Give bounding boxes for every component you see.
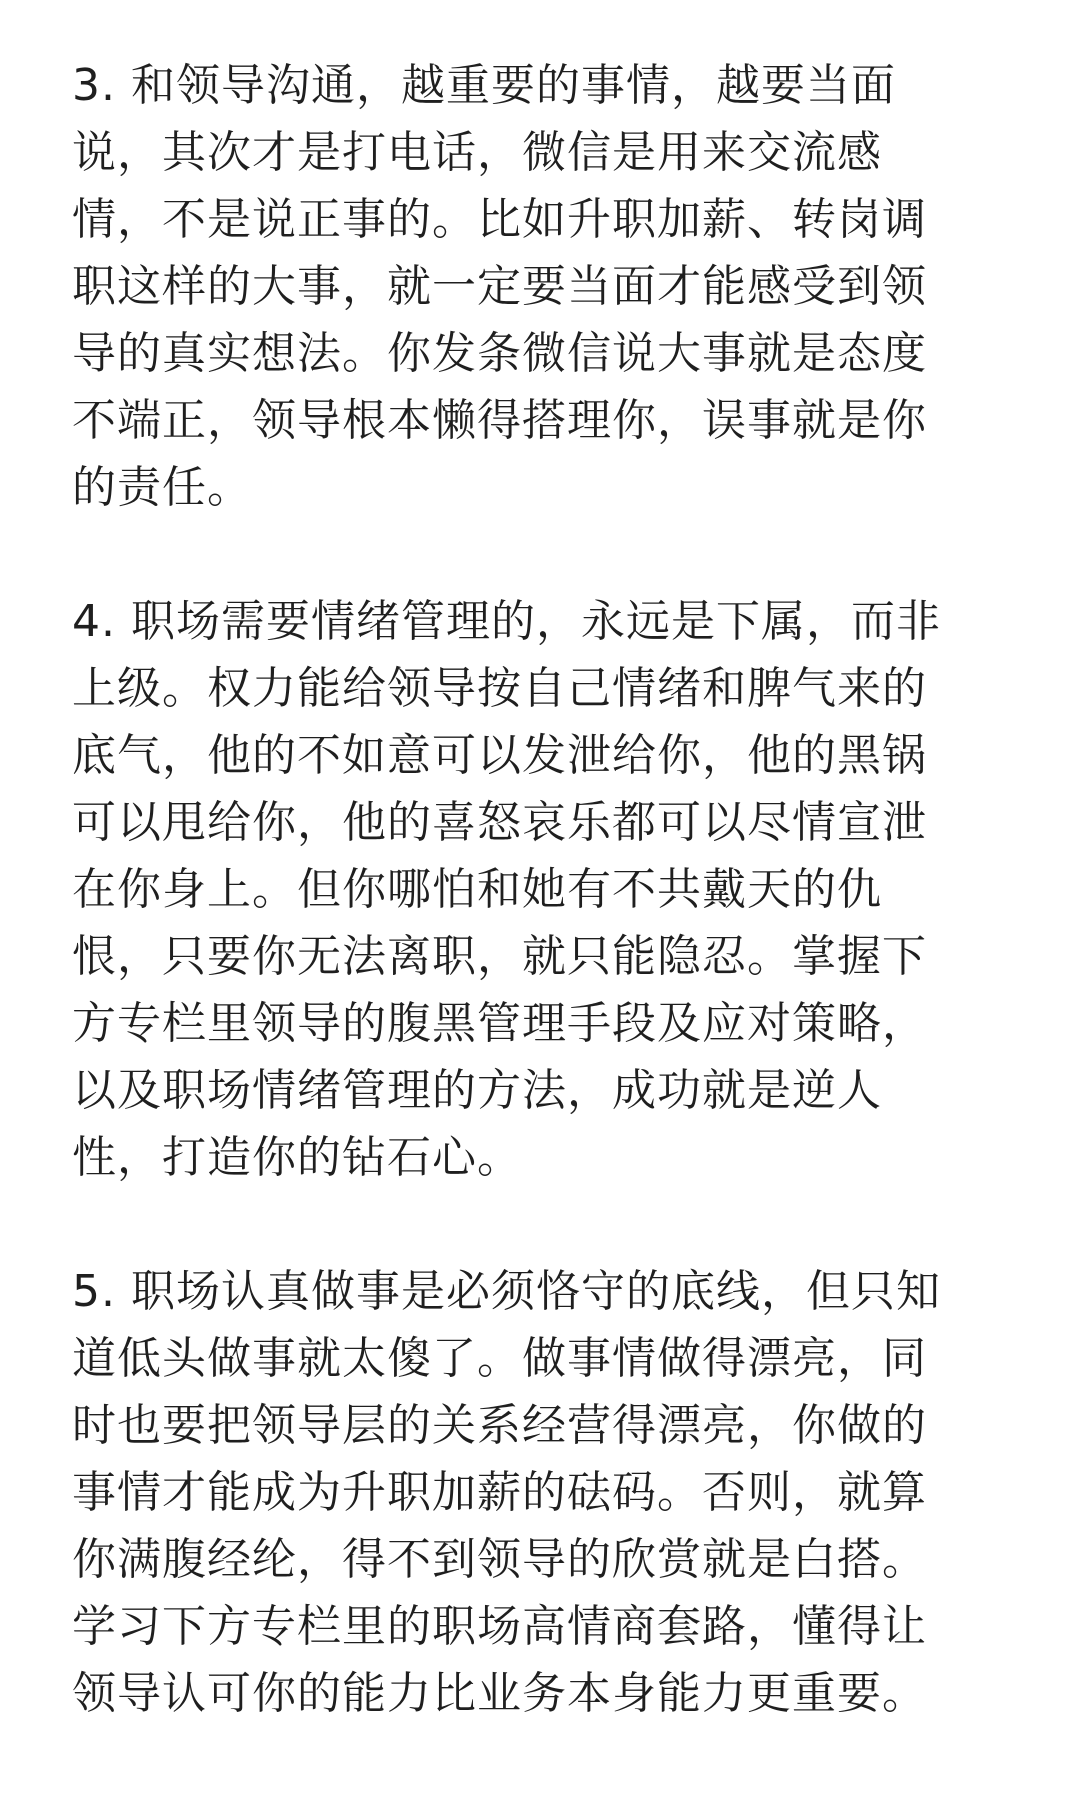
article-body (72, 52, 992, 1727)
text-line: 5. 职场认真做事是必须恪守的底线，但只知 (72, 1266, 941, 1317)
text-line: 性，打造你的钻石心。 (72, 1132, 522, 1183)
text-line: 可以甩给你，他的喜怒哀乐都可以尽情宣泄 (72, 797, 927, 848)
text-line: 道低头做事就太傻了。做事情做得漂亮，同 (72, 1333, 927, 1384)
text-line: 领导认可你的能力比业务本身能力更重要。 (72, 1668, 927, 1719)
paragraph-spacer (72, 521, 992, 588)
text-line: 恨，只要你无法离职，就只能隐忍。掌握下 (72, 931, 927, 982)
text-line: 情，不是说正事的。比如升职加薪、转岗调 (72, 194, 927, 245)
text-line: 说，其次才是打电话，微信是用来交流感 (72, 127, 882, 178)
text-line: 4. 职场需要情绪管理的，永远是下属，而非 (72, 596, 941, 647)
paragraph-3 (72, 52, 992, 521)
text-line: 上级。权力能给领导按自己情绪和脾气来的 (72, 663, 927, 714)
paragraph-5 (72, 1258, 992, 1727)
text-line: 以及职场情绪管理的方法，成功就是逆人 (72, 1065, 882, 1116)
text-line: 你满腹经纶，得不到领导的欣赏就是白搭。 (72, 1534, 927, 1585)
text-line: 学习下方专栏里的职场高情商套路，懂得让 (72, 1601, 927, 1652)
text-line: 底气，他的不如意可以发泄给你，他的黑锅 (72, 730, 927, 781)
text-line: 方专栏里领导的腹黑管理手段及应对策略， (72, 998, 927, 1049)
text-line: 不端正，领导根本懒得搭理你，误事就是你 (72, 395, 927, 446)
text-line: 3. 和领导沟通，越重要的事情，越要当面 (72, 60, 896, 111)
text-line: 导的真实想法。你发条微信说大事就是态度 (72, 328, 927, 379)
text-line: 事情才能成为升职加薪的砝码。否则，就算 (72, 1467, 927, 1518)
text-line: 在你身上。但你哪怕和她有不共戴天的仇 (72, 864, 882, 915)
text-line: 时也要把领导层的关系经营得漂亮，你做的 (72, 1400, 927, 1451)
paragraph-spacer (72, 1191, 992, 1258)
text-line: 的责任。 (72, 462, 252, 513)
text-line: 职这样的大事，就一定要当面才能感受到领 (72, 261, 927, 312)
paragraph-4 (72, 588, 992, 1191)
